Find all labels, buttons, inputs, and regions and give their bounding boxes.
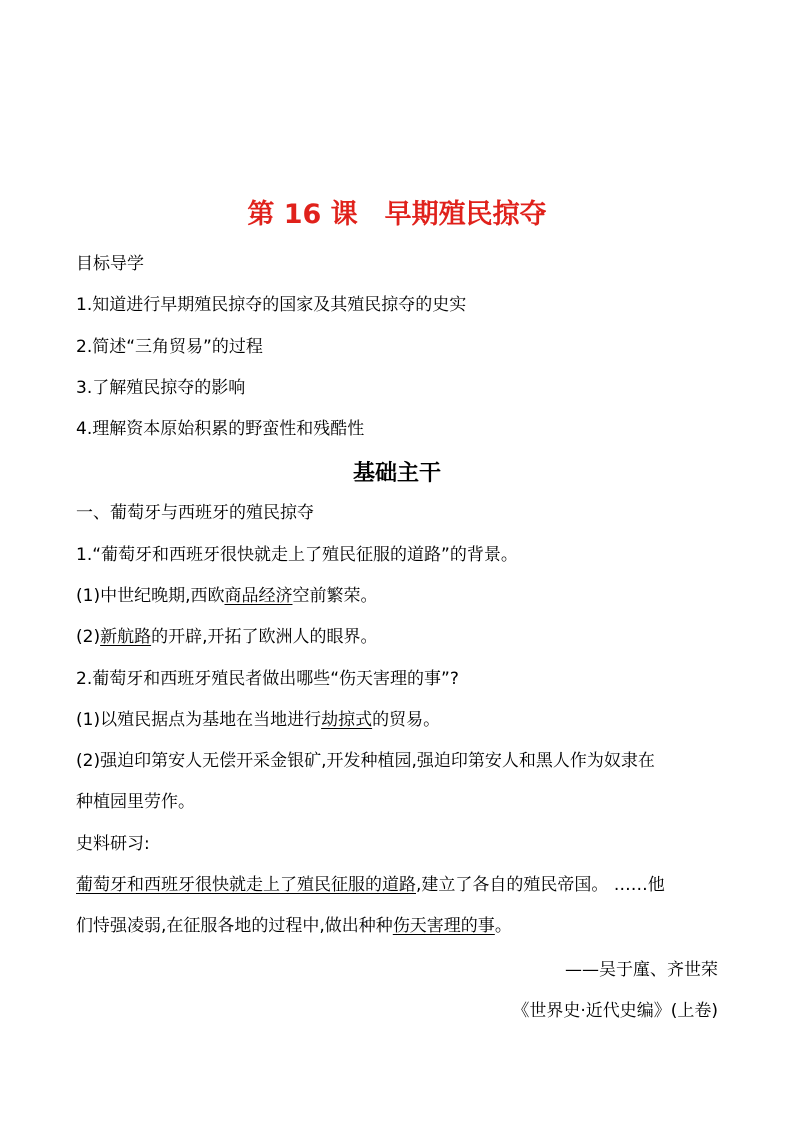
answer-2-2-line2: 种植园里劳作。: [76, 792, 195, 812]
answer-1-2: [76, 625, 378, 649]
answer-2-1: [76, 708, 440, 732]
source-quote-line2: [76, 914, 512, 938]
answer-text: 的贸易。: [372, 710, 441, 730]
answer-1-1: [76, 584, 377, 608]
source-author: ——吴于廑、齐世荣: [565, 960, 718, 980]
answer-blank: 商品经济: [224, 586, 293, 606]
answer-text: 的开辟,开拓了欧洲人的眼界。: [151, 627, 378, 647]
quote-underlined: 葡萄牙和西班牙很快就走上了殖民征服的道路: [76, 875, 416, 895]
question-1: 1.“葡萄牙和西班牙很快就走上了殖民征服的道路”的背景。: [76, 545, 518, 565]
answer-2-2-line1: (2)强迫印第安人无偿开采金银矿,开发种植园,强迫印第安人和黑人作为奴隶在: [76, 751, 655, 771]
goal-item-4: 4.理解资本原始积累的野蛮性和残酷性: [76, 419, 365, 439]
answer-text: (2): [76, 627, 101, 647]
section-title: 基础主干: [352, 461, 441, 486]
quote-underlined: 伤天害理的事: [392, 916, 495, 936]
question-2: 2.葡萄牙和西班牙殖民者做出哪些“伤天害理的事”?: [76, 669, 459, 689]
answer-text: 空前繁荣。: [292, 586, 378, 606]
goal-item-3: 3.了解殖民掠夺的影响: [76, 378, 246, 398]
goal-item-1: 1.知道进行早期殖民掠夺的国家及其殖民掠夺的史实: [76, 295, 467, 315]
quote-text: 。: [494, 916, 512, 936]
lesson-title: 第 16 课 早期殖民掠夺: [247, 199, 547, 230]
source-label: 史料研习:: [76, 834, 150, 854]
quote-text: 们恃强凌弱,在征服各地的过程中,做出种种: [76, 916, 393, 936]
source-quote-line1: [76, 873, 665, 897]
answer-blank: 劫掠式: [321, 710, 373, 730]
answer-text: (1)中世纪晚期,西欧: [76, 586, 225, 606]
section-subheading: 一、葡萄牙与西班牙的殖民掠夺: [76, 503, 314, 523]
answer-text: (1)以殖民据点为基地在当地进行: [76, 710, 322, 730]
answer-blank: 新航路: [100, 627, 152, 647]
goals-heading: 目标导学: [76, 254, 144, 274]
goal-item-2: 2.简述“三角贸易”的过程: [76, 337, 263, 357]
source-book: 《世界史·近代史编》(上卷): [512, 1001, 718, 1021]
quote-text: ,建立了各自的殖民帝国。 ……他: [416, 875, 665, 895]
